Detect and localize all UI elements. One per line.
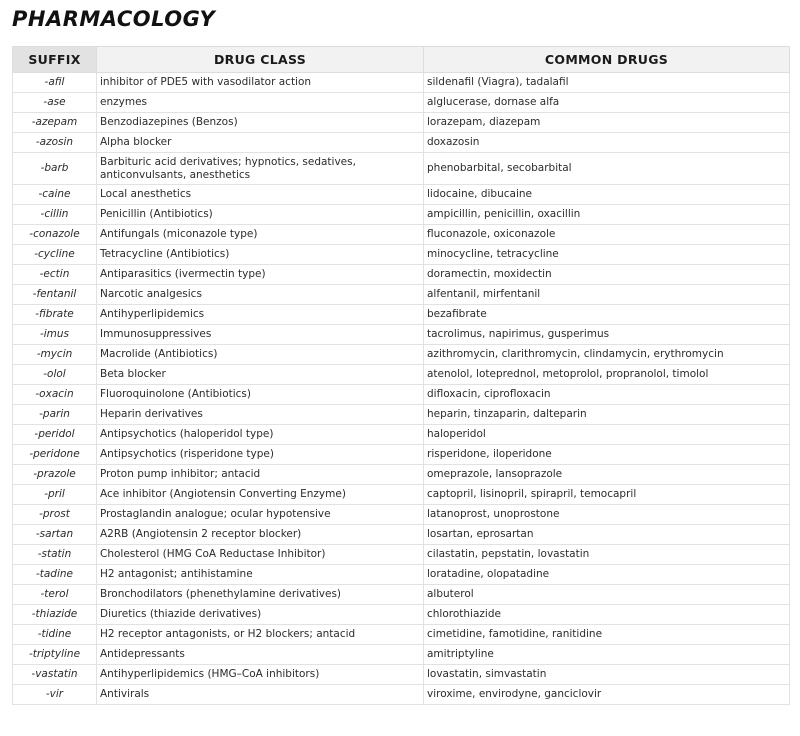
common-drugs-cell: minocycline, tetracycline bbox=[424, 245, 790, 265]
common-drugs-cell: phenobarbital, secobarbital bbox=[424, 153, 790, 185]
column-header-common-drugs: COMMON DRUGS bbox=[424, 47, 790, 73]
suffix-cell: -peridol bbox=[13, 425, 97, 445]
table-row bbox=[13, 525, 790, 545]
drug-class-cell: Fluoroquinolone (Antibiotics) bbox=[97, 385, 424, 405]
common-drugs-cell: haloperidol bbox=[424, 425, 790, 445]
common-drugs-cell: risperidone, iloperidone bbox=[424, 445, 790, 465]
suffix-cell: -tadine bbox=[13, 565, 97, 585]
table-row bbox=[13, 425, 790, 445]
suffix-cell: -cillin bbox=[13, 205, 97, 225]
common-drugs-cell: albuterol bbox=[424, 585, 790, 605]
page-title: PHARMACOLOGY bbox=[12, 7, 216, 31]
common-drugs-cell: difloxacin, ciprofloxacin bbox=[424, 385, 790, 405]
suffix-cell: -statin bbox=[13, 545, 97, 565]
suffix-cell: -terol bbox=[13, 585, 97, 605]
table-header bbox=[13, 47, 790, 73]
drug-class-cell: Macrolide (Antibiotics) bbox=[97, 345, 424, 365]
drug-class-cell: Antifungals (miconazole type) bbox=[97, 225, 424, 245]
drug-class-cell: Antiparasitics (ivermectin type) bbox=[97, 265, 424, 285]
drug-class-cell: Proton pump inhibitor; antacid bbox=[97, 465, 424, 485]
drug-class-cell: Prostaglandin analogue; ocular hypotensive bbox=[97, 505, 424, 525]
drug-class-cell: Antihyperlipidemics (HMG–CoA inhibitors) bbox=[97, 665, 424, 685]
suffix-cell: -prost bbox=[13, 505, 97, 525]
table-row bbox=[13, 465, 790, 485]
column-header-suffix: SUFFIX bbox=[13, 47, 97, 73]
table-row bbox=[13, 685, 790, 705]
column-header-drug-class: DRUG CLASS bbox=[97, 47, 424, 73]
table-row bbox=[13, 505, 790, 525]
suffix-cell: -olol bbox=[13, 365, 97, 385]
common-drugs-cell: amitriptyline bbox=[424, 645, 790, 665]
common-drugs-cell: sildenafil (Viagra), tadalafil bbox=[424, 73, 790, 93]
drug-class-cell: H2 receptor antagonists, or H2 blockers; antacid bbox=[97, 625, 424, 645]
drug-class-cell: Heparin derivatives bbox=[97, 405, 424, 425]
table-row bbox=[13, 405, 790, 425]
drug-class-cell: Antivirals bbox=[97, 685, 424, 705]
table-row bbox=[13, 133, 790, 153]
common-drugs-cell: azithromycin, clarithromycin, clindamycin, erythromycin bbox=[424, 345, 790, 365]
common-drugs-cell: chlorothiazide bbox=[424, 605, 790, 625]
common-drugs-cell: fluconazole, oxiconazole bbox=[424, 225, 790, 245]
table-row bbox=[13, 365, 790, 385]
common-drugs-cell: omeprazole, lansoprazole bbox=[424, 465, 790, 485]
table-row bbox=[13, 445, 790, 465]
suffix-cell: -ase bbox=[13, 93, 97, 113]
drug-class-cell: inhibitor of PDE5 with vasodilator action bbox=[97, 73, 424, 93]
common-drugs-cell: alfentanil, mirfentanil bbox=[424, 285, 790, 305]
table-row bbox=[13, 605, 790, 625]
table-row bbox=[13, 153, 790, 185]
drug-class-cell: Antipsychotics (risperidone type) bbox=[97, 445, 424, 465]
common-drugs-cell: lidocaine, dibucaine bbox=[424, 185, 790, 205]
drug-class-cell: Ace inhibitor (Angiotensin Converting Enzyme) bbox=[97, 485, 424, 505]
drug-class-cell: A2RB (Angiotensin 2 receptor blocker) bbox=[97, 525, 424, 545]
table-row bbox=[13, 485, 790, 505]
drug-class-cell: enzymes bbox=[97, 93, 424, 113]
suffix-cell: -pril bbox=[13, 485, 97, 505]
common-drugs-cell: loratadine, olopatadine bbox=[424, 565, 790, 585]
suffix-cell: -oxacin bbox=[13, 385, 97, 405]
table-row bbox=[13, 305, 790, 325]
drug-class-cell: Antidepressants bbox=[97, 645, 424, 665]
common-drugs-cell: heparin, tinzaparin, dalteparin bbox=[424, 405, 790, 425]
common-drugs-cell: tacrolimus, napirimus, gusperimus bbox=[424, 325, 790, 345]
suffix-cell: -sartan bbox=[13, 525, 97, 545]
suffix-cell: -cycline bbox=[13, 245, 97, 265]
common-drugs-cell: lovastatin, simvastatin bbox=[424, 665, 790, 685]
common-drugs-cell: losartan, eprosartan bbox=[424, 525, 790, 545]
common-drugs-cell: cimetidine, famotidine, ranitidine bbox=[424, 625, 790, 645]
suffix-cell: -vir bbox=[13, 685, 97, 705]
suffix-cell: -prazole bbox=[13, 465, 97, 485]
common-drugs-cell: doramectin, moxidectin bbox=[424, 265, 790, 285]
drug-class-cell: Local anesthetics bbox=[97, 185, 424, 205]
drug-class-cell: Immunosuppressives bbox=[97, 325, 424, 345]
common-drugs-cell: cilastatin, pepstatin, lovastatin bbox=[424, 545, 790, 565]
common-drugs-cell: alglucerase, dornase alfa bbox=[424, 93, 790, 113]
drug-suffix-table bbox=[12, 46, 790, 705]
suffix-cell: -afil bbox=[13, 73, 97, 93]
table-body bbox=[13, 73, 790, 705]
header-row bbox=[13, 47, 790, 73]
common-drugs-cell: latanoprost, unoprostone bbox=[424, 505, 790, 525]
drug-class-cell: Alpha blocker bbox=[97, 133, 424, 153]
table-row bbox=[13, 545, 790, 565]
suffix-cell: -barb bbox=[13, 153, 97, 185]
table-row bbox=[13, 225, 790, 245]
table-row bbox=[13, 345, 790, 365]
drug-class-cell: Barbituric acid derivatives; hypnotics, sedatives, anticonvulsants, anesthetics bbox=[97, 153, 424, 185]
common-drugs-cell: atenolol, loteprednol, metoprolol, propranolol, timolol bbox=[424, 365, 790, 385]
suffix-cell: -vastatin bbox=[13, 665, 97, 685]
drug-class-cell: Diuretics (thiazide derivatives) bbox=[97, 605, 424, 625]
suffix-cell: -fibrate bbox=[13, 305, 97, 325]
suffix-cell: -mycin bbox=[13, 345, 97, 365]
common-drugs-cell: doxazosin bbox=[424, 133, 790, 153]
suffix-cell: -ectin bbox=[13, 265, 97, 285]
table-row bbox=[13, 265, 790, 285]
drug-class-cell: Bronchodilators (phenethylamine derivatives) bbox=[97, 585, 424, 605]
suffix-cell: -conazole bbox=[13, 225, 97, 245]
table-row bbox=[13, 73, 790, 93]
table-row bbox=[13, 205, 790, 225]
table-row bbox=[13, 185, 790, 205]
drug-class-cell: Antipsychotics (haloperidol type) bbox=[97, 425, 424, 445]
suffix-cell: -imus bbox=[13, 325, 97, 345]
drug-class-cell: Penicillin (Antibiotics) bbox=[97, 205, 424, 225]
suffix-cell: -thiazide bbox=[13, 605, 97, 625]
table-row bbox=[13, 565, 790, 585]
suffix-cell: -parin bbox=[13, 405, 97, 425]
suffix-cell: -azepam bbox=[13, 113, 97, 133]
table-row bbox=[13, 585, 790, 605]
suffix-cell: -caine bbox=[13, 185, 97, 205]
suffix-cell: -fentanil bbox=[13, 285, 97, 305]
common-drugs-cell: ampicillin, penicillin, oxacillin bbox=[424, 205, 790, 225]
drug-class-cell: H2 antagonist; antihistamine bbox=[97, 565, 424, 585]
common-drugs-cell: captopril, lisinopril, spirapril, temocapril bbox=[424, 485, 790, 505]
table-row bbox=[13, 385, 790, 405]
suffix-cell: -tidine bbox=[13, 625, 97, 645]
table-row bbox=[13, 625, 790, 645]
table-row bbox=[13, 245, 790, 265]
table-row bbox=[13, 665, 790, 685]
table-row bbox=[13, 285, 790, 305]
suffix-cell: -triptyline bbox=[13, 645, 97, 665]
common-drugs-cell: lorazepam, diazepam bbox=[424, 113, 790, 133]
drug-class-cell: Beta blocker bbox=[97, 365, 424, 385]
common-drugs-cell: bezafibrate bbox=[424, 305, 790, 325]
drug-class-cell: Benzodiazepines (Benzos) bbox=[97, 113, 424, 133]
table-row bbox=[13, 325, 790, 345]
table-row bbox=[13, 113, 790, 133]
suffix-cell: -peridone bbox=[13, 445, 97, 465]
drug-class-cell: Cholesterol (HMG CoA Reductase Inhibitor) bbox=[97, 545, 424, 565]
suffix-cell: -azosin bbox=[13, 133, 97, 153]
table-row bbox=[13, 645, 790, 665]
drug-class-cell: Tetracycline (Antibiotics) bbox=[97, 245, 424, 265]
drug-class-cell: Antihyperlipidemics bbox=[97, 305, 424, 325]
drug-class-cell: Narcotic analgesics bbox=[97, 285, 424, 305]
table-row bbox=[13, 93, 790, 113]
common-drugs-cell: viroxime, envirodyne, ganciclovir bbox=[424, 685, 790, 705]
